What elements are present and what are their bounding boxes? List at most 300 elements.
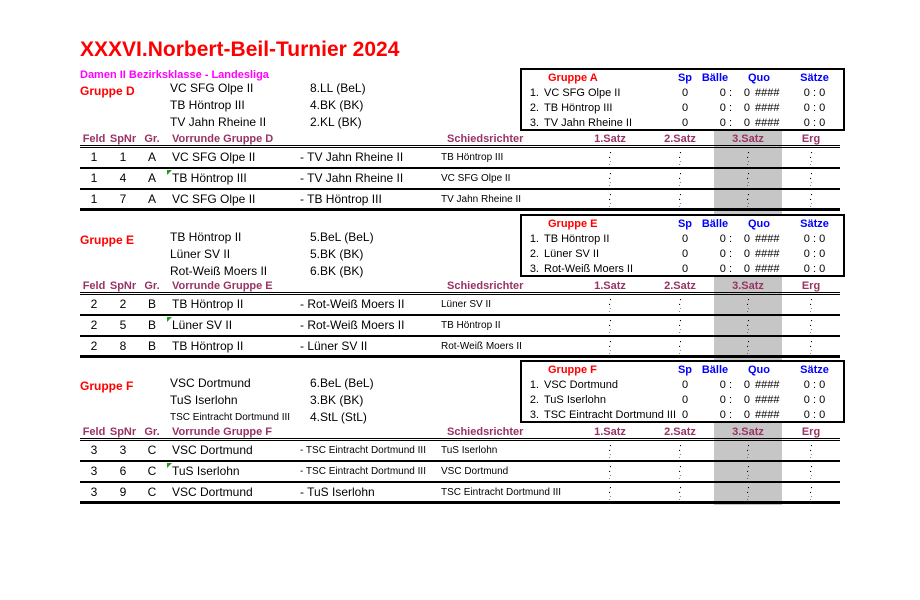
score-colon: : — [809, 317, 813, 329]
score-colon: : — [809, 149, 813, 161]
cell-satz3 — [714, 295, 782, 314]
team-league-rank: 3.BK (BK) — [310, 393, 364, 407]
cell-spnr: 9 — [119, 485, 127, 499]
cell-satz2 — [646, 169, 714, 188]
match-row — [80, 337, 840, 358]
cell-erg — [782, 483, 840, 502]
col-schiedsrichter: Schiedsrichter — [447, 280, 524, 292]
cell-satz1 — [574, 169, 646, 188]
standing-saetze: 0 : 0 — [803, 102, 826, 114]
cell-satz1 — [574, 316, 646, 335]
cell-erg — [782, 441, 840, 460]
standing-name: TSC Eintracht Dortmund III — [544, 409, 677, 421]
cell-team2: - Rot-Weiß Moers II — [300, 297, 405, 311]
score-colon-small: : — [679, 307, 681, 314]
col-feld: Feld — [82, 133, 106, 145]
standing-saetze: 0 : 0 — [803, 394, 826, 406]
cell-team1: VSC Dortmund — [172, 443, 253, 457]
score-colon-small: : — [679, 181, 681, 188]
score-colon: : — [608, 149, 612, 161]
score-colon-small: : — [747, 474, 749, 481]
group-label-d: Gruppe D — [80, 84, 135, 98]
score-colon-small: : — [679, 328, 681, 335]
match-row — [80, 441, 840, 462]
cell-satz2 — [646, 148, 714, 167]
team-name: VC SFG Olpe II — [170, 81, 254, 95]
cell-note-flag-icon — [167, 170, 172, 175]
cell-erg — [782, 316, 840, 335]
cell-referee: VSC Dortmund — [441, 466, 509, 477]
standing-baelle-against: 0 — [743, 117, 750, 129]
score-colon: : — [809, 484, 813, 496]
team-name: TB Höntrop II — [170, 230, 242, 244]
score-colon: : — [608, 317, 612, 329]
team-name: TB Höntrop III — [170, 98, 245, 112]
standing-baelle-against: 0 — [743, 248, 750, 260]
cell-satz3 — [714, 441, 782, 460]
score-colon-small: : — [679, 453, 681, 460]
cell-satz1 — [574, 190, 646, 209]
score-colon-small: : — [810, 160, 812, 167]
cell-satz2 — [646, 441, 714, 460]
score-colon-small: : — [679, 160, 681, 167]
standing-baelle: 0 : — [719, 379, 732, 391]
score-colon: : — [678, 296, 682, 308]
standing-team — [522, 232, 672, 247]
team-name: TuS Iserlohn — [170, 393, 238, 407]
score-colon-small: : — [747, 307, 749, 314]
standing-sp: 0 — [681, 117, 689, 129]
match-row — [80, 316, 840, 337]
col-sp: Sp — [677, 72, 693, 84]
cell-gr: A — [147, 150, 156, 164]
standing-quotient: #### — [755, 409, 780, 421]
score-colon-small: : — [609, 474, 611, 481]
standing-team — [522, 101, 672, 116]
standing-team — [522, 247, 672, 262]
standing-name: VSC Dortmund — [544, 379, 618, 391]
score-colon-small: : — [747, 453, 749, 460]
col-feld: Feld — [82, 426, 106, 438]
team-row — [170, 376, 515, 393]
standings-title: Gruppe A — [548, 72, 598, 84]
col-saetze: Sätze — [800, 218, 829, 230]
score-colon: : — [746, 317, 750, 329]
score-colon: : — [608, 442, 612, 454]
standing-name: VC SFG Olpe II — [544, 87, 621, 99]
standing-saetze: 0 : 0 — [803, 409, 826, 421]
standing-pos: 2. — [529, 248, 539, 260]
cell-erg — [782, 462, 840, 481]
score-colon-small: : — [609, 495, 611, 502]
col-satz1: 1.Satz — [594, 426, 626, 438]
standing-pos: 3. — [529, 263, 539, 275]
cell-satz2 — [646, 190, 714, 209]
team-row — [170, 410, 515, 427]
score-colon: : — [746, 170, 750, 182]
cell-feld: 3 — [90, 485, 98, 499]
col-baelle: Bälle — [701, 364, 729, 376]
cell-satz3 — [714, 316, 782, 335]
cell-referee: Lüner SV II — [441, 299, 492, 310]
cell-spnr: 1 — [119, 150, 127, 164]
standing-sp: 0 — [681, 87, 689, 99]
cell-satz2 — [646, 483, 714, 502]
standing-team — [522, 393, 672, 408]
standing-name: Lüner SV II — [544, 248, 600, 260]
cell-satz2 — [646, 337, 714, 356]
col-sp: Sp — [677, 218, 693, 230]
cell-feld: 1 — [90, 171, 98, 185]
standing-quotient: #### — [755, 379, 780, 391]
match-row — [80, 148, 840, 169]
team-name: TSC Eintracht Dortmund III — [170, 412, 291, 423]
cell-team2: - TuS Iserlohn — [300, 485, 375, 499]
cell-team1: VSC Dortmund — [172, 485, 253, 499]
score-colon: : — [746, 463, 750, 475]
team-league-rank: 5.BeL (BeL) — [310, 230, 374, 244]
score-colon-small: : — [609, 181, 611, 188]
score-colon-small: : — [609, 307, 611, 314]
match-row — [80, 295, 840, 316]
score-colon-small: : — [810, 202, 812, 209]
cell-referee: TB Höntrop II — [441, 320, 501, 331]
standing-team — [522, 86, 672, 101]
score-colon-small: : — [679, 202, 681, 209]
standing-pos: 1. — [529, 233, 539, 245]
cell-erg — [782, 148, 840, 167]
team-league-rank: 8.LL (BeL) — [310, 81, 366, 95]
score-colon-small: : — [609, 202, 611, 209]
standing-saetze: 0 : 0 — [803, 117, 826, 129]
score-colon: : — [678, 149, 682, 161]
standing-pos: 2. — [529, 394, 539, 406]
col-satz3: 3.Satz — [732, 280, 764, 292]
standing-name: TV Jahn Rheine II — [544, 117, 633, 129]
team-row — [170, 98, 515, 115]
team-name: VSC Dortmund — [170, 376, 251, 390]
standings-box-f — [520, 360, 845, 423]
standings-row — [522, 408, 843, 423]
cell-team1: VC SFG Olpe II — [172, 150, 256, 164]
cell-team2: - TSC Eintracht Dortmund III — [300, 466, 426, 477]
cell-gr: C — [147, 464, 157, 478]
score-colon: : — [809, 170, 813, 182]
standings-row — [522, 247, 843, 262]
cell-gr: B — [147, 339, 156, 353]
cell-satz1 — [574, 295, 646, 314]
score-colon-small: : — [679, 349, 681, 356]
col-baelle: Bälle — [701, 218, 729, 230]
cell-team1 — [166, 462, 294, 481]
cell-spnr: 7 — [119, 192, 127, 206]
standings-row — [522, 101, 843, 116]
standing-name: TB Höntrop III — [544, 102, 613, 114]
team1-text: Lüner SV II — [172, 318, 233, 332]
team-name: Lüner SV II — [170, 247, 231, 261]
standing-sp: 0 — [681, 263, 689, 275]
cell-referee: TB Höntrop III — [441, 152, 504, 163]
score-colon: : — [746, 296, 750, 308]
standing-baelle-against: 0 — [743, 263, 750, 275]
cell-feld: 2 — [90, 297, 98, 311]
cell-team1 — [166, 169, 294, 188]
col-spnr: SpNr — [109, 280, 137, 292]
cell-feld: 1 — [90, 150, 98, 164]
cell-spnr: 4 — [119, 171, 127, 185]
col-gr: Gr. — [144, 280, 160, 292]
standing-saetze: 0 : 0 — [803, 87, 826, 99]
cell-team2: - TV Jahn Rheine II — [300, 171, 404, 185]
score-colon: : — [809, 296, 813, 308]
match-row — [80, 190, 840, 211]
cell-satz1 — [574, 483, 646, 502]
standing-pos: 3. — [529, 409, 539, 421]
score-colon-small: : — [747, 202, 749, 209]
col-satz1: 1.Satz — [594, 133, 626, 145]
team-list-e — [170, 230, 515, 281]
col-quo: Quo — [748, 72, 770, 84]
standing-team — [522, 116, 672, 131]
cell-gr: C — [147, 485, 157, 499]
cell-gr: B — [147, 297, 156, 311]
cell-satz3 — [714, 462, 782, 481]
cell-gr: C — [147, 443, 157, 457]
cell-team2: - TSC Eintracht Dortmund III — [300, 445, 426, 456]
col-satz1: 1.Satz — [594, 280, 626, 292]
match-row — [80, 462, 840, 483]
standing-team — [522, 378, 672, 393]
standings-row — [522, 86, 843, 101]
standing-team — [522, 262, 672, 277]
col-satz2: 2.Satz — [664, 133, 696, 145]
standing-baelle: 0 : — [719, 263, 732, 275]
standings-header — [522, 218, 843, 232]
cell-satz3 — [714, 483, 782, 502]
cell-team1 — [166, 316, 294, 335]
cell-team1: VC SFG Olpe II — [172, 192, 256, 206]
score-colon: : — [746, 442, 750, 454]
cell-erg — [782, 190, 840, 209]
cell-satz2 — [646, 462, 714, 481]
standing-baelle: 0 : — [719, 102, 732, 114]
col-saetze: Sätze — [800, 72, 829, 84]
standing-baelle-against: 0 — [743, 102, 750, 114]
standing-quotient: #### — [755, 87, 780, 99]
team-row — [170, 230, 515, 247]
cell-spnr: 8 — [119, 339, 127, 353]
standing-quotient: #### — [755, 248, 780, 260]
score-colon-small: : — [810, 307, 812, 314]
cell-team2: - TV Jahn Rheine II — [300, 150, 404, 164]
match-row — [80, 169, 840, 190]
match-table-header — [80, 280, 840, 295]
standing-sp: 0 — [681, 248, 689, 260]
score-colon: : — [608, 296, 612, 308]
score-colon: : — [608, 338, 612, 350]
cell-satz3 — [714, 190, 782, 209]
score-colon: : — [809, 442, 813, 454]
standing-sp: 0 — [681, 409, 689, 421]
col-baelle: Bälle — [701, 72, 729, 84]
league-subtitle: Damen II Bezirksklasse - Landesliga — [80, 69, 269, 81]
col-satz2: 2.Satz — [664, 280, 696, 292]
score-colon-small: : — [810, 474, 812, 481]
cell-team2: - Rot-Weiß Moers II — [300, 318, 405, 332]
cell-referee: TV Jahn Rheine II — [441, 194, 522, 205]
standings-title: Gruppe E — [548, 218, 598, 230]
col-schiedsrichter: Schiedsrichter — [447, 426, 524, 438]
empty-header-cell — [294, 133, 441, 145]
standing-baelle: 0 : — [719, 394, 732, 406]
standing-quotient: #### — [755, 117, 780, 129]
match-table-f — [80, 426, 840, 504]
cell-satz1 — [574, 148, 646, 167]
standing-team — [522, 408, 677, 423]
empty-header-cell — [294, 426, 441, 438]
standing-baelle: 0 : — [719, 87, 732, 99]
score-colon: : — [678, 442, 682, 454]
col-gr: Gr. — [144, 133, 160, 145]
group-label-f: Gruppe F — [80, 379, 134, 393]
score-colon: : — [608, 484, 612, 496]
col-saetze: Sätze — [800, 364, 829, 376]
col-satz3: 3.Satz — [732, 133, 764, 145]
cell-referee: TuS Iserlohn — [441, 445, 498, 456]
team-name: Rot-Weiß Moers II — [170, 264, 268, 278]
team-row — [170, 115, 515, 132]
cell-gr: B — [147, 318, 156, 332]
score-colon: : — [678, 170, 682, 182]
score-colon-small: : — [747, 495, 749, 502]
cell-feld: 3 — [90, 464, 98, 478]
standing-quotient: #### — [755, 102, 780, 114]
standing-baelle-against: 0 — [743, 409, 750, 421]
col-feld: Feld — [82, 280, 106, 292]
score-colon: : — [746, 149, 750, 161]
cell-referee: VC SFG Olpe II — [441, 173, 511, 184]
cell-satz3 — [714, 169, 782, 188]
team-league-rank: 5.BK (BK) — [310, 247, 364, 261]
standing-saetze: 0 : 0 — [803, 263, 826, 275]
cell-feld: 2 — [90, 318, 98, 332]
standing-quotient: #### — [755, 394, 780, 406]
standing-pos: 1. — [529, 87, 539, 99]
col-satz2: 2.Satz — [664, 426, 696, 438]
cell-referee: TSC Eintracht Dortmund III — [441, 487, 562, 498]
score-colon-small: : — [810, 328, 812, 335]
cell-satz2 — [646, 295, 714, 314]
score-colon-small: : — [679, 474, 681, 481]
match-table-d — [80, 133, 840, 211]
standing-baelle: 0 : — [719, 409, 732, 421]
match-row — [80, 483, 840, 504]
score-colon-small: : — [609, 160, 611, 167]
cell-erg — [782, 169, 840, 188]
round-title: Vorrunde Gruppe F — [172, 426, 273, 438]
score-colon: : — [809, 338, 813, 350]
standing-name: Rot-Weiß Moers II — [544, 263, 634, 275]
score-colon: : — [678, 463, 682, 475]
col-spnr: SpNr — [109, 426, 137, 438]
standing-baelle: 0 : — [719, 117, 732, 129]
score-colon-small: : — [679, 495, 681, 502]
standings-row — [522, 116, 843, 131]
standings-row — [522, 232, 843, 247]
standings-box-a — [520, 68, 845, 131]
match-table-header — [80, 426, 840, 441]
standing-baelle-against: 0 — [743, 87, 750, 99]
cell-gr: A — [147, 171, 156, 185]
col-erg: Erg — [801, 280, 821, 292]
score-colon: : — [678, 191, 682, 203]
cell-team1: TB Höntrop II — [172, 339, 244, 353]
col-gr: Gr. — [144, 426, 160, 438]
standings-title: Gruppe F — [548, 364, 597, 376]
standings-row — [522, 378, 843, 393]
score-colon-small: : — [810, 349, 812, 356]
match-table-header — [80, 133, 840, 148]
standings-row — [522, 393, 843, 408]
score-colon: : — [746, 191, 750, 203]
cell-satz2 — [646, 316, 714, 335]
score-colon: : — [678, 338, 682, 350]
team1-text: TuS Iserlohn — [172, 464, 240, 478]
page-title: XXXVI.Norbert-Beil-Turnier 2024 — [80, 38, 400, 61]
team-league-rank: 2.KL (BK) — [310, 115, 362, 129]
team-league-rank: 6.BeL (BeL) — [310, 376, 374, 390]
standing-baelle: 0 : — [719, 248, 732, 260]
score-colon-small: : — [810, 453, 812, 460]
team-league-rank: 4.StL (StL) — [310, 410, 367, 424]
team1-text: TB Höntrop III — [172, 171, 247, 185]
score-colon: : — [809, 463, 813, 475]
team-league-rank: 4.BK (BK) — [310, 98, 364, 112]
col-erg: Erg — [801, 133, 821, 145]
team-row — [170, 81, 515, 98]
cell-spnr: 3 — [119, 443, 127, 457]
standing-baelle: 0 : — [719, 233, 732, 245]
round-title: Vorrunde Gruppe E — [172, 280, 273, 292]
standing-pos: 3. — [529, 117, 539, 129]
cell-satz1 — [574, 337, 646, 356]
team-list-d — [170, 81, 515, 132]
score-colon: : — [678, 317, 682, 329]
score-colon: : — [746, 338, 750, 350]
score-colon-small: : — [747, 160, 749, 167]
cell-satz1 — [574, 441, 646, 460]
score-colon: : — [608, 463, 612, 475]
standing-baelle-against: 0 — [743, 379, 750, 391]
col-quo: Quo — [748, 364, 770, 376]
standing-sp: 0 — [681, 102, 689, 114]
score-colon-small: : — [810, 495, 812, 502]
standing-sp: 0 — [681, 394, 689, 406]
standing-sp: 0 — [681, 233, 689, 245]
score-colon-small: : — [747, 328, 749, 335]
standings-header — [522, 364, 843, 378]
cell-spnr: 5 — [119, 318, 127, 332]
cell-team2: - TB Höntrop III — [300, 192, 382, 206]
round-title: Vorrunde Gruppe D — [172, 133, 274, 145]
col-spnr: SpNr — [109, 133, 137, 145]
group-label-e: Gruppe E — [80, 233, 135, 247]
cell-erg — [782, 295, 840, 314]
col-schiedsrichter: Schiedsrichter — [447, 133, 524, 145]
cell-erg — [782, 337, 840, 356]
team-row — [170, 247, 515, 264]
cell-note-flag-icon — [167, 317, 172, 322]
